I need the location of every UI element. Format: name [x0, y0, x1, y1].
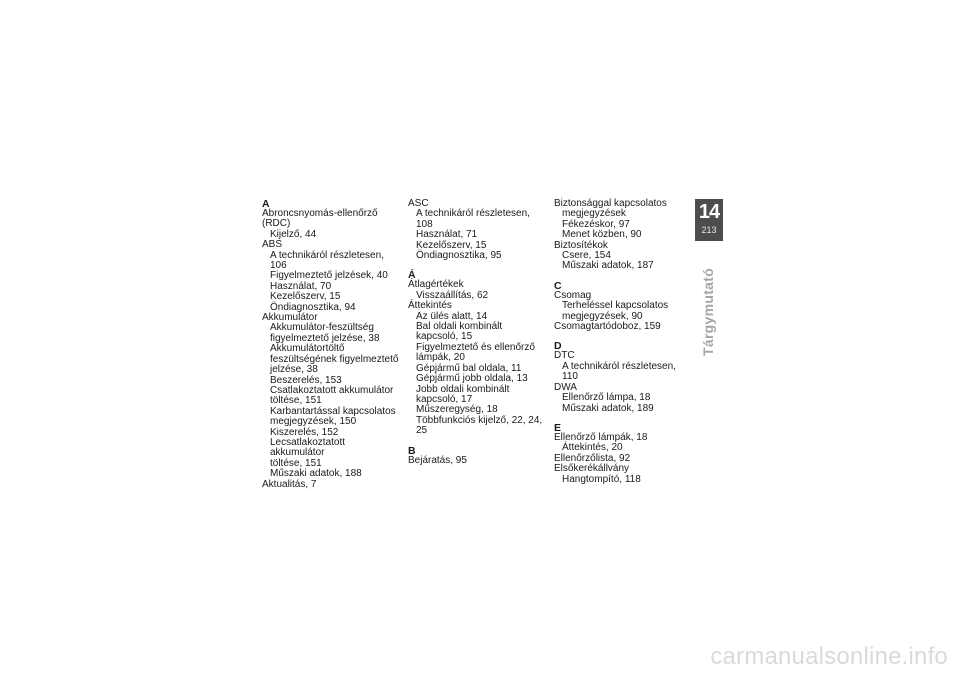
index-letter-heading: C: [554, 279, 562, 292]
index-term: Biztosítékok: [554, 239, 608, 251]
index-subentry-line: Gépjármű jobb oldala, 13: [416, 373, 528, 385]
index-subentry: [270, 438, 402, 469]
index-term: Aktualitás, 7: [262, 478, 317, 490]
index-letter-heading: E: [554, 421, 562, 434]
index-subentry: [562, 362, 694, 383]
index-subentry: [562, 404, 694, 414]
index-subentry-line: Csere, 154: [562, 250, 611, 262]
index-subentry-line: A technikáról részletesen, 106: [270, 249, 384, 272]
index-subentry: [562, 475, 694, 485]
index-term: Biztonsággal kapcsolatos: [554, 198, 667, 209]
watermark: carmanualsonline.info: [710, 643, 948, 670]
index-subentry-line: Jobb oldali kombinált: [416, 383, 510, 395]
index-subentry: [270, 469, 402, 479]
index-subentry-line: Műszaki adatok, 189: [562, 402, 654, 414]
index-subentry-line: Kezelőszerv, 15: [416, 239, 487, 251]
index-subentry-line: lámpák, 20: [416, 352, 465, 364]
index-subentries: [554, 393, 694, 414]
index-term: Abroncsnyomás-ellenőrző (RDC): [262, 208, 378, 230]
index-subentry-line: Figyelmeztető és ellenőrző: [416, 341, 535, 353]
index-subentry-line: Akkumulátor-feszültség: [270, 322, 374, 334]
index-subentry-line: Ellenőrző lámpa, 18: [562, 392, 651, 404]
index-subentry-line: töltése, 151: [270, 395, 322, 407]
index-subentry-line: Kiszerelés, 152: [270, 426, 339, 438]
index-subentry: [416, 322, 548, 343]
index-subentries: [554, 362, 694, 383]
index-term: Átlagértékek: [408, 279, 464, 291]
index-subentries: [554, 251, 694, 272]
index-subentry-line: Öndiagnosztika, 95: [416, 250, 502, 262]
index-subentry: [416, 374, 548, 384]
index-subentry-line: Figyelmeztető jelzések, 40: [270, 270, 388, 282]
index-subentry-line: Használat, 71: [416, 229, 478, 241]
index-letter-heading: Á: [408, 269, 416, 282]
index-subentry: [562, 261, 694, 271]
index-subentries: [262, 251, 402, 313]
index-subentry: [416, 251, 548, 261]
index-subentry-line: kapcsoló, 15: [416, 331, 473, 343]
index-subentries: [554, 209, 694, 240]
index-term: Elsőkerékállvány: [554, 463, 630, 475]
index-subentry: [562, 393, 694, 403]
index-column-3: [554, 199, 694, 485]
index-subentry-line: A technikáról részletesen, 110: [562, 360, 676, 383]
index-subentry: [270, 230, 402, 240]
index-term: ABS: [262, 239, 283, 251]
index-subentry: [270, 344, 402, 375]
index-subentry-line: megjegyzések: [562, 208, 626, 220]
index-subentry-line: megjegyzések, 150: [270, 416, 357, 428]
chapter-tab: [695, 199, 723, 241]
index-column-2: [408, 199, 548, 466]
index-subentry-line: Akkumulátortöltő: [270, 343, 345, 355]
index-term: ASC: [408, 198, 429, 209]
index-subentry: [416, 416, 548, 437]
index-subentry-line: Gépjármű bal oldala, 11: [416, 362, 522, 374]
index-subentry-line: Használat, 70: [270, 280, 332, 292]
index-term: Akkumulátor: [262, 312, 318, 324]
index-subentry-line: Műszaki adatok, 187: [562, 260, 654, 272]
index-subentry-line: Bal oldali kombinált: [416, 321, 503, 333]
index-term: Áttekintés: [408, 300, 452, 312]
index-subentries: [554, 301, 694, 322]
index-subentry: [562, 301, 694, 322]
index-letter-heading: B: [408, 444, 416, 457]
index-subentry: [416, 385, 548, 406]
index-subentry-line: A technikáról részletesen, 108: [416, 208, 530, 230]
index-term: Csomag: [554, 289, 592, 301]
index-term: Bejáratás, 95: [408, 454, 467, 466]
index-subentry: [270, 251, 402, 272]
index-subentry-line: Karbantartással kapcsolatos: [270, 405, 396, 417]
index-subentry-line: Áttekintés, 20: [562, 442, 623, 454]
index-subentry-line: töltése, 151: [270, 457, 322, 469]
index-subentry-line: Kezelőszerv, 15: [270, 291, 341, 303]
index-term: DTC: [554, 350, 575, 362]
index-subentry-line: Műszeregység, 18: [416, 404, 498, 416]
index-subentries: [262, 323, 402, 479]
index-subentry-line: Többfunkciós kijelző, 22, 24,: [416, 414, 543, 426]
index-subentry-line: kapcsoló, 17: [416, 393, 473, 405]
index-subentry: [270, 323, 402, 344]
index-column-1: [262, 199, 402, 490]
index-term: Ellenőrző lámpák, 18: [554, 431, 648, 443]
page-number: 213: [701, 225, 717, 235]
index-subentry-line: Beszerelés, 153: [270, 374, 342, 386]
index-subentry-line: 25: [416, 425, 428, 437]
chapter-title: Tárgymutató: [700, 267, 716, 356]
index-subentry: [416, 209, 548, 230]
index-letter-heading: D: [554, 340, 562, 353]
index-subentry-line: Öndiagnosztika, 94: [270, 301, 356, 313]
index-subentry-line: Menet közben, 90: [562, 229, 642, 241]
chapter-number: 14: [698, 201, 720, 223]
index-subentry-line: Fékezéskor, 97: [562, 218, 630, 230]
index-subentry-line: Műszaki adatok, 188: [270, 468, 362, 480]
index-subentry-line: Hangtompító, 118: [562, 473, 641, 485]
index-subentry: [270, 386, 402, 407]
index-subentry-line: Kijelző, 44: [270, 228, 317, 240]
index-subentries: [408, 209, 548, 261]
index-subentry-line: Terheléssel kapcsolatos: [562, 300, 669, 312]
index-subentry-line: Az ülés alatt, 14: [416, 310, 488, 322]
index-subentries: [408, 312, 548, 437]
index-subentry-line: Lecsatlakoztatott akkumulátor: [270, 436, 346, 459]
index-subentry-line: Csatlakoztatott akkumulátor: [270, 384, 394, 396]
index-letter-heading: A: [262, 198, 270, 210]
index-term: DWA: [554, 381, 577, 393]
index-subentry-line: megjegyzések, 90: [562, 310, 643, 322]
index-subentry-line: feszültségének figyelmeztető: [270, 353, 399, 365]
index-subentry-line: jelzése, 38: [270, 364, 318, 376]
index-subentries: [554, 475, 694, 485]
index-subentries: [262, 230, 402, 240]
index-term: Ellenőrzőlista, 92: [554, 452, 631, 464]
index-subentry-line: Visszaállítás, 62: [416, 289, 489, 301]
index-subentry: [270, 407, 402, 428]
index-subentry-line: figyelmeztető jelzése, 38: [270, 332, 380, 344]
index-subentry: [416, 343, 548, 364]
index-term: Csomagtartódoboz, 159: [554, 321, 661, 333]
